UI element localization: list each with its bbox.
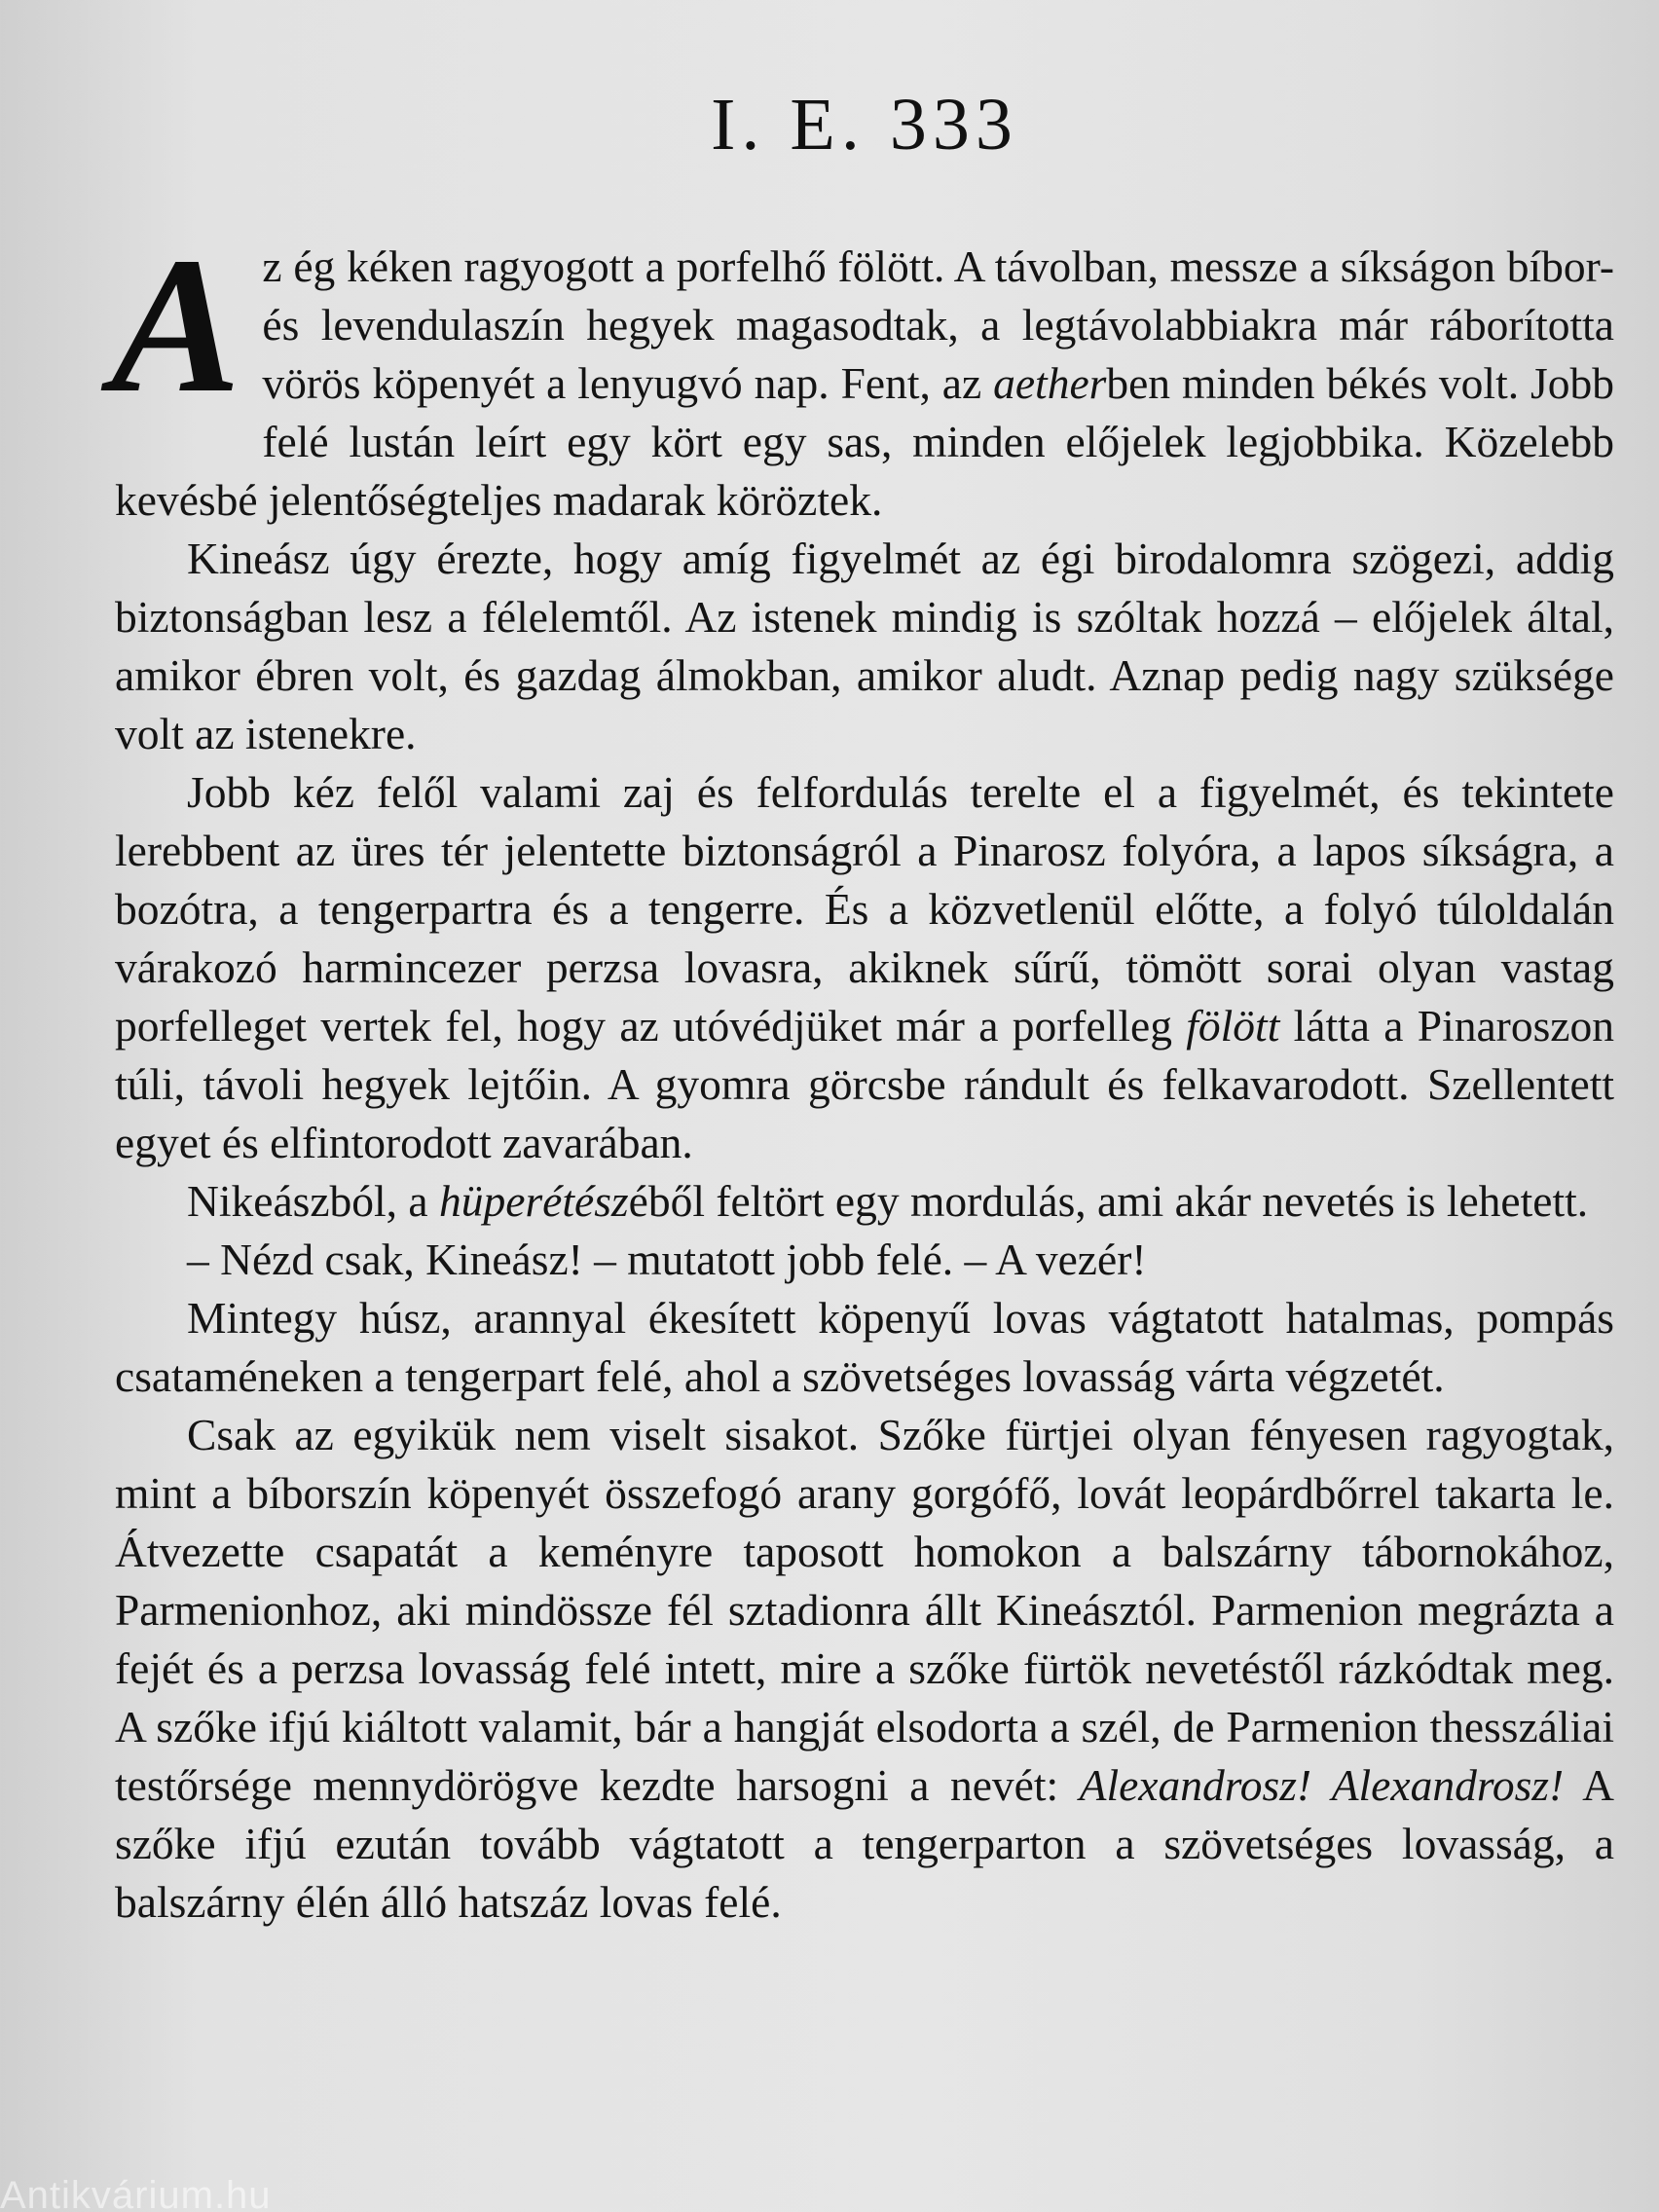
paragraph-1-text-end: ben minden békés volt. Jobb felé lustán leírt egy kört egy sas, minden előjelek legjobbika. Közelebb kevésbé jelentőségteljes madarak köröztek. (115, 358, 1614, 525)
paragraph-2: Kineász úgy érezte, hogy amíg figyelmét az égi birodalomra szögezi, addig biztonságban lesz a félelemtől. Az istenek mindig is szóltak hozzá – előjelek által, amikor ébren volt, és gazdag álmokban, amikor aludt. Aznap pedig nagy szüksége volt az istenekre. (115, 534, 1614, 758)
paragraph-3-text: Jobb kéz felől valami zaj és felfordulás terelte el a figyelmét, és tekintete lerebbent az üres tér jelentette biztonságról a Pinarosz folyóra, a lapos síkságra, a bozótra, a tengerpartra és a tengerre. És a közvetlenül előtte, a folyó túloldalán várakozó harmincezer perzsa lovasra, akiknek sűrű, tömött sorai olyan vastag porfelleget vertek fel, hogy az utóvédjüket már a porfelleg (115, 767, 1614, 1051)
paragraph-5: – Nézd csak, Kineász! – mutatott jobb felé. – A vezér! (187, 1235, 1147, 1284)
drop-cap: A (111, 218, 241, 433)
watermark: Antikvárium.hu (0, 2174, 272, 2212)
paragraph-3 (115, 763, 1614, 1172)
paragraph-7-text-end: A szőke ifjú ezután tovább vágtatott a tengerparton a szövetséges lovasság, a balszárny élén álló hatszáz lovas felé. (115, 1760, 1615, 1927)
paragraph-6: Mintegy húsz, arannyal ékesített köpenyű lovas vágtatott hatalmas, pompás csataméneken a tengerpart felé, ahol a szövetséges lovasság várta végzetét. (115, 1293, 1614, 1401)
italic-name-alexandrosz: Alexandrosz! Alexandrosz! (1079, 1760, 1565, 1810)
body-text (111, 218, 1615, 1932)
paragraph-4-text-end: éből feltört egy mordulás, ami akár nevetés is lehetett. (628, 1176, 1589, 1226)
paragraph-4-text: Nikeászból, a (187, 1176, 440, 1226)
paragraph-3-text-end: látta a Pinaroszon túli, távoli hegyek lejtőin. A gyomra görcsbe rándult és felkavarodott. Szellentett egyet és elfintorodott zavarában. (115, 1001, 1614, 1167)
book-page (111, 68, 1615, 1932)
paragraph-4 (115, 1172, 1614, 1231)
paragraph-7-text: Csak az egyikük nem viselt sisakot. Szőke fürtjei olyan fényesen ragyogtak, mint a bíborszín köpenyét összefogó arany gorgófő, lovát leopárdbőrrel takarta le. Átvezette csapatát a keményre taposott homokon a balszárny tábornokához, Parmenionhoz, aki mindössze fél sztadionra állt Kineásztól. Parmenion megrázta a fejét és a perzsa lovasság felé intett, mire a szőke fürtök nevetéstől rázkódtak meg. A szőke ifjú kiáltott valamit, bár a hangját elsodorta a szél, de Parmenion thesszáliai testőrsége mennydörögve kezdte harsogni a nevét: (115, 1410, 1614, 1810)
chapter-title: I. E. 333 (711, 84, 1018, 166)
italic-word-aether: aether (993, 358, 1107, 408)
paragraph-1 (111, 218, 1614, 530)
italic-word-folott: fölött (1186, 1001, 1280, 1051)
paragraph-7 (115, 1406, 1614, 1932)
paragraph-1-text: z ég kéken ragyogott a porfelhő fölött. A távolban, messze a síkságon bíbor- és levendulaszín hegyek magasodtak, a legtávolabbiakra már ráborította vörös köpenyét a lenyugvó nap. Fent, az (262, 241, 1614, 408)
italic-word-huperetesz: hüperétész (439, 1176, 629, 1226)
